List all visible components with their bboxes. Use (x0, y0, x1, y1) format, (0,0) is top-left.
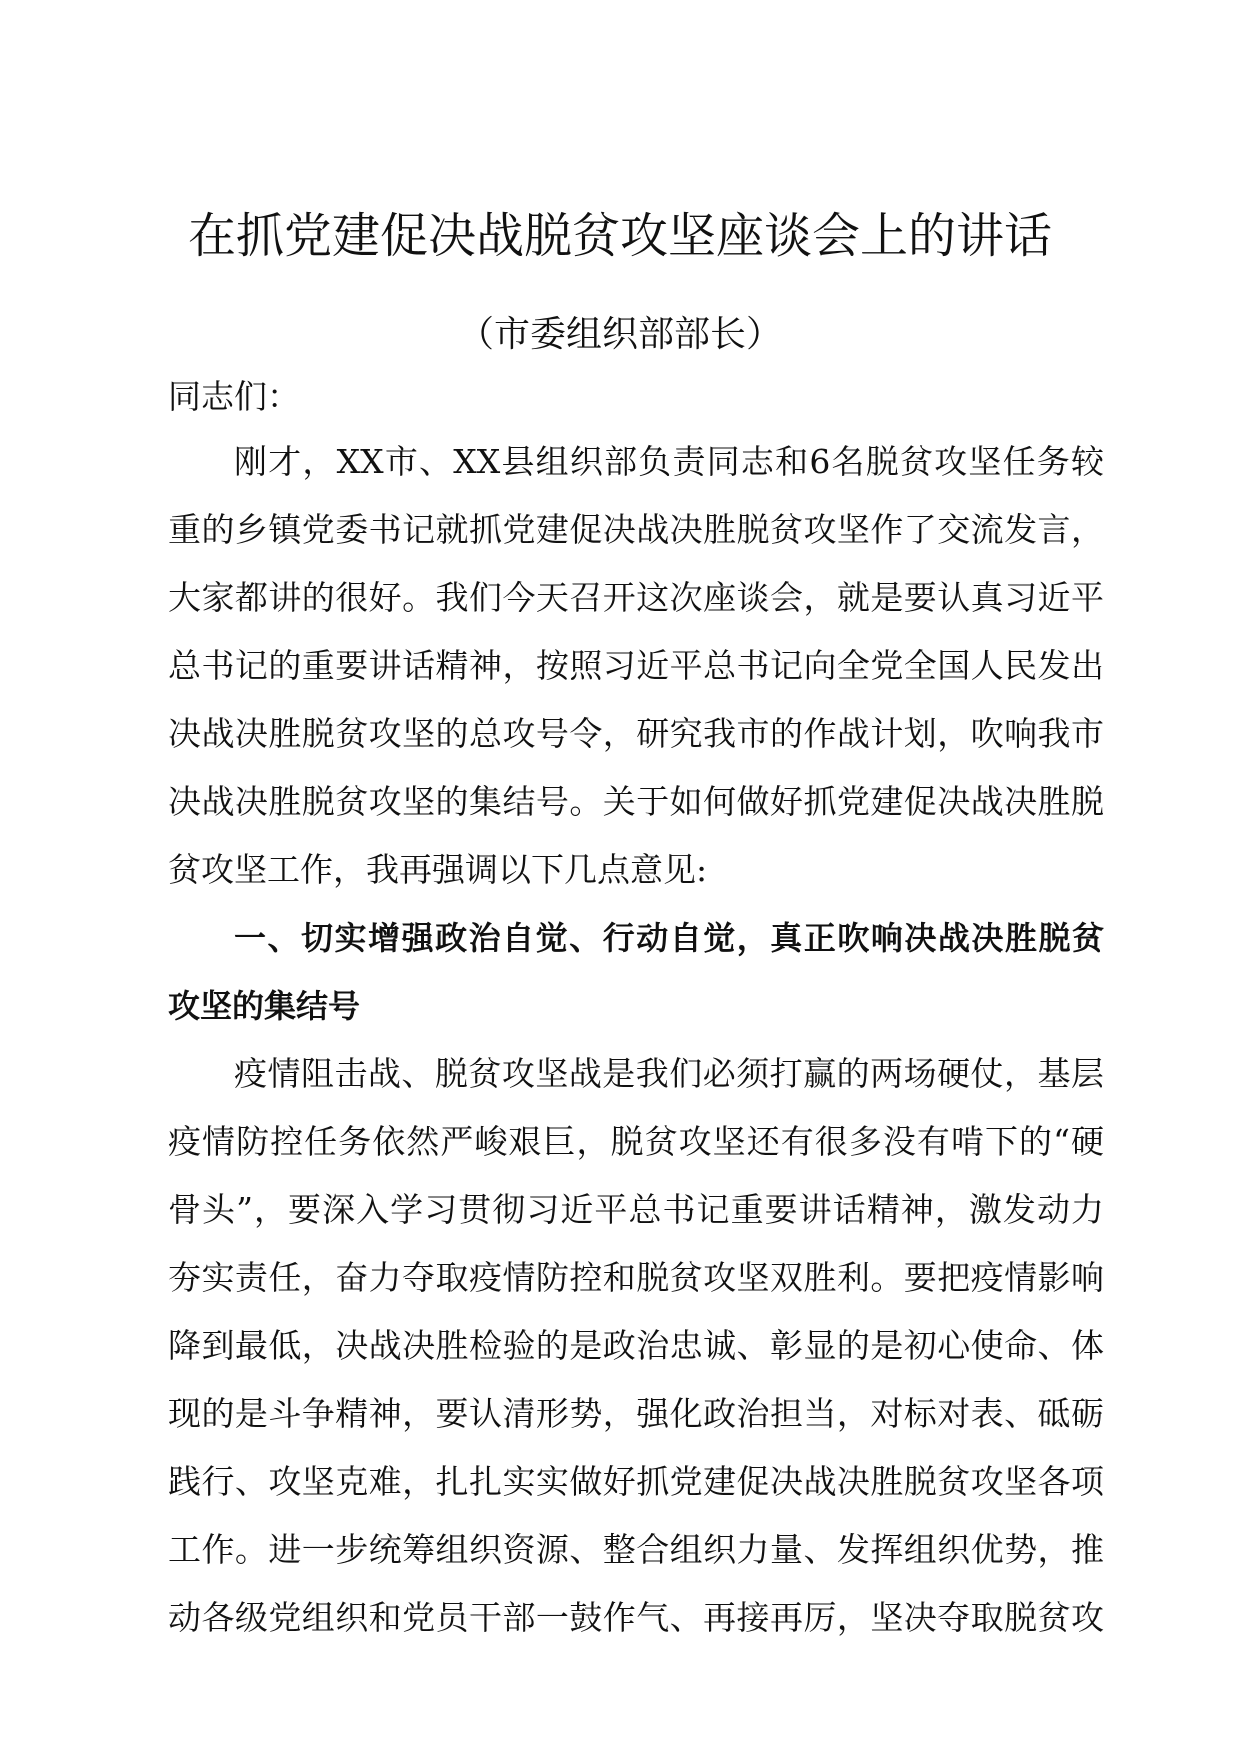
document-title: 在抓党建促决战脱贫攻坚座谈会上的讲话 (187, 208, 1052, 264)
paragraph-line: 工作。进一步统筹组织资源、整合组织力量、发挥组织优势，推 (168, 1530, 1104, 1569)
paragraph-line: 动各级党组织和党员干部一鼓作气、再接再厉，坚决夺取脱贫攻 (168, 1598, 1104, 1637)
paragraph-line: 重的乡镇党委书记就抓党建促决战决胜脱贫攻坚作了交流发言， (168, 510, 1104, 549)
paragraph-line: 现的是斗争精神，要认清形势，强化政治担当，对标对表、砥砺 (168, 1394, 1104, 1433)
section-heading-line: 攻坚的集结号 (168, 987, 361, 1025)
section-heading-line: 一、切实增强政治自觉、行动自觉，真正吹响决战决胜脱贫 (234, 919, 1104, 957)
salutation: 同志们： (168, 377, 300, 416)
paragraph-line: 疫情阻击战、脱贫攻坚战是我们必须打赢的两场硬仗，基层 (234, 1054, 1104, 1093)
paragraph-line: 总书记的重要讲话精神，按照习近平总书记向全党全国人民发出 (168, 646, 1104, 685)
paragraph-line: 疫情防控任务依然严峻艰巨，脱贫攻坚还有很多没有啃下的“硬 (168, 1122, 1104, 1161)
paragraph-line: 大家都讲的很好。我们今天召开这次座谈会，就是要认真习近平 (168, 578, 1104, 617)
paragraph-line: 降到最低，决战决胜检验的是政治忠诚、彰显的是初心使命、体 (168, 1326, 1104, 1365)
paragraph-line: 决战决胜脱贫攻坚的集结号。关于如何做好抓党建促决战决胜脱 (168, 782, 1104, 821)
paragraph-line: 骨头”，要深入学习贯彻习近平总书记重要讲话精神，激发动力 (168, 1190, 1104, 1229)
paragraph-line: 刚才，XX市、XX县组织部负责同志和6名脱贫攻坚任务较 (234, 442, 1104, 481)
paragraph-line: 贫攻坚工作，我再强调以下几点意见: (168, 850, 708, 889)
paragraph-line: 夯实责任，奋力夺取疫情防控和脱贫攻坚双胜利。要把疫情影响 (168, 1258, 1104, 1297)
document-subtitle: （市委组织部部长） (457, 314, 782, 355)
paragraph-line: 践行、攻坚克难，扎扎实实做好抓党建促决战决胜脱贫攻坚各项 (168, 1462, 1104, 1501)
paragraph-line: 决战决胜脱贫攻坚的总攻号令，研究我市的作战计划，吹响我市 (168, 714, 1104, 753)
